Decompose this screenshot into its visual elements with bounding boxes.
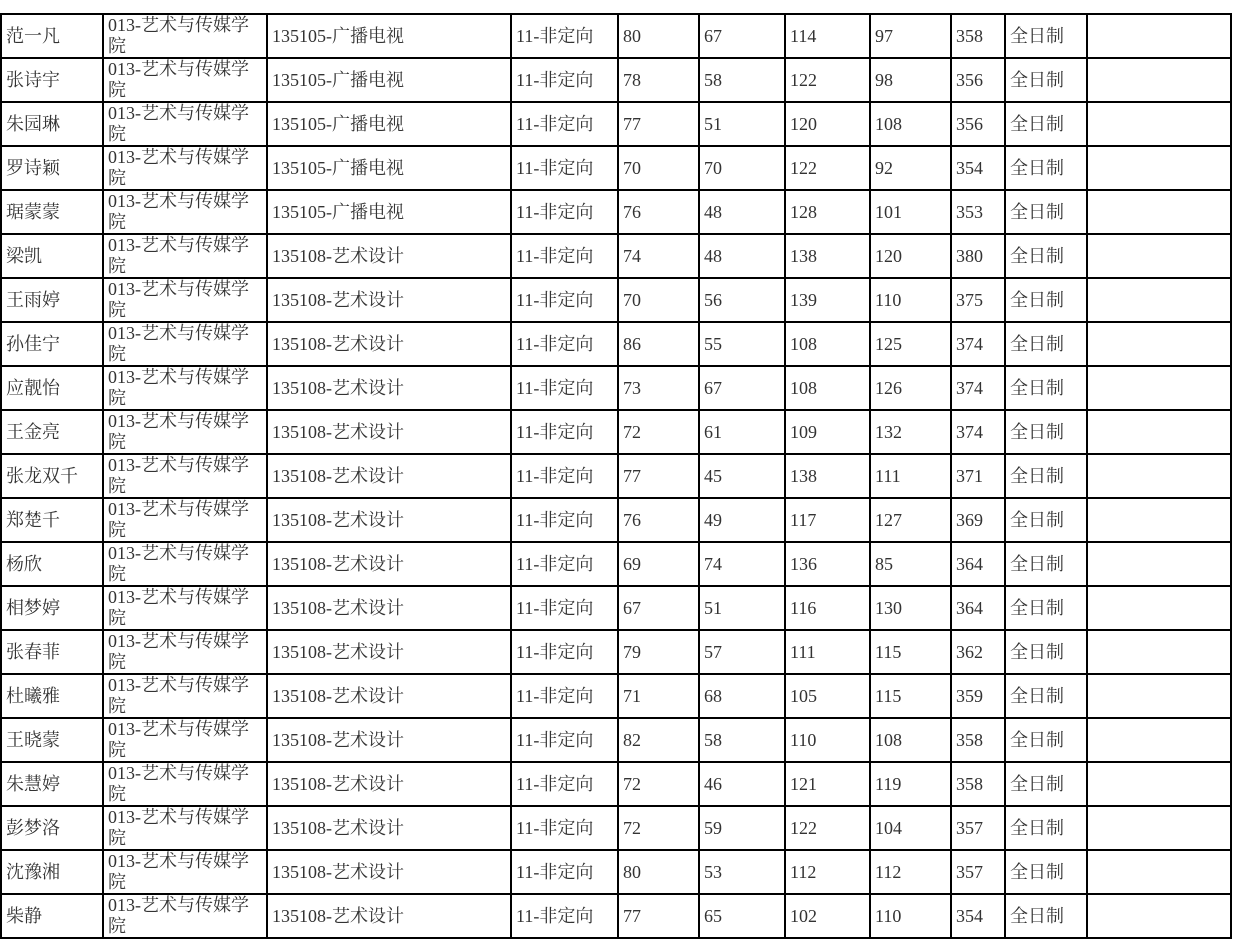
cell-category: 11-非定向 bbox=[511, 718, 618, 762]
cell-student-name: 王金亮 bbox=[1, 410, 103, 454]
cell-score-3: 111 bbox=[785, 630, 870, 674]
cell-note bbox=[1087, 542, 1231, 586]
cell-score-4: 126 bbox=[870, 366, 951, 410]
cell-study-mode: 全日制 bbox=[1005, 894, 1087, 938]
cell-score-4: 115 bbox=[870, 674, 951, 718]
cell-score-1: 77 bbox=[618, 454, 699, 498]
cell-score-4: 132 bbox=[870, 410, 951, 454]
cell-category: 11-非定向 bbox=[511, 674, 618, 718]
table-row bbox=[1, 102, 1231, 146]
cell-note bbox=[1087, 894, 1231, 938]
cell-note bbox=[1087, 58, 1231, 102]
table-row bbox=[1, 278, 1231, 322]
cell-note bbox=[1087, 322, 1231, 366]
cell-score-1: 80 bbox=[618, 850, 699, 894]
cell-score-1: 76 bbox=[618, 190, 699, 234]
cell-major: 135105-广播电视 bbox=[267, 190, 511, 234]
cell-college: 013-艺术与传媒学院 bbox=[103, 630, 267, 674]
cell-category: 11-非定向 bbox=[511, 850, 618, 894]
cell-study-mode: 全日制 bbox=[1005, 102, 1087, 146]
table-row bbox=[1, 234, 1231, 278]
cell-score-4: 119 bbox=[870, 762, 951, 806]
cell-note bbox=[1087, 718, 1231, 762]
cell-student-name: 琚蒙蒙 bbox=[1, 190, 103, 234]
cell-score-1: 70 bbox=[618, 146, 699, 190]
table-row bbox=[1, 542, 1231, 586]
cell-student-name: 孙佳宁 bbox=[1, 322, 103, 366]
cell-score-4: 127 bbox=[870, 498, 951, 542]
cell-major: 135108-艺术设计 bbox=[267, 674, 511, 718]
cell-study-mode: 全日制 bbox=[1005, 410, 1087, 454]
cell-college: 013-艺术与传媒学院 bbox=[103, 806, 267, 850]
cell-total-score: 364 bbox=[951, 542, 1005, 586]
cell-study-mode: 全日制 bbox=[1005, 718, 1087, 762]
cell-major: 135105-广播电视 bbox=[267, 14, 511, 58]
admission-score-table bbox=[0, 13, 1232, 939]
cell-college: 013-艺术与传媒学院 bbox=[103, 674, 267, 718]
cell-category: 11-非定向 bbox=[511, 366, 618, 410]
cell-category: 11-非定向 bbox=[511, 806, 618, 850]
cell-note bbox=[1087, 454, 1231, 498]
cell-score-4: 111 bbox=[870, 454, 951, 498]
cell-study-mode: 全日制 bbox=[1005, 322, 1087, 366]
cell-study-mode: 全日制 bbox=[1005, 366, 1087, 410]
cell-study-mode: 全日制 bbox=[1005, 14, 1087, 58]
cell-note bbox=[1087, 278, 1231, 322]
cell-study-mode: 全日制 bbox=[1005, 850, 1087, 894]
cell-note bbox=[1087, 102, 1231, 146]
cell-total-score: 362 bbox=[951, 630, 1005, 674]
cell-major: 135108-艺术设计 bbox=[267, 762, 511, 806]
table-row bbox=[1, 894, 1231, 938]
cell-college: 013-艺术与传媒学院 bbox=[103, 234, 267, 278]
table-row bbox=[1, 410, 1231, 454]
cell-score-3: 117 bbox=[785, 498, 870, 542]
cell-study-mode: 全日制 bbox=[1005, 58, 1087, 102]
cell-total-score: 357 bbox=[951, 806, 1005, 850]
cell-total-score: 358 bbox=[951, 762, 1005, 806]
table-row bbox=[1, 806, 1231, 850]
cell-score-3: 120 bbox=[785, 102, 870, 146]
cell-major: 135108-艺术设计 bbox=[267, 278, 511, 322]
cell-score-2: 61 bbox=[699, 410, 785, 454]
cell-note bbox=[1087, 850, 1231, 894]
cell-total-score: 358 bbox=[951, 14, 1005, 58]
cell-total-score: 357 bbox=[951, 850, 1005, 894]
cell-college: 013-艺术与传媒学院 bbox=[103, 762, 267, 806]
cell-major: 135108-艺术设计 bbox=[267, 234, 511, 278]
cell-note bbox=[1087, 630, 1231, 674]
cell-note bbox=[1087, 14, 1231, 58]
cell-score-3: 110 bbox=[785, 718, 870, 762]
cell-total-score: 371 bbox=[951, 454, 1005, 498]
table-row bbox=[1, 322, 1231, 366]
cell-note bbox=[1087, 806, 1231, 850]
cell-score-1: 80 bbox=[618, 14, 699, 58]
cell-score-3: 122 bbox=[785, 58, 870, 102]
cell-score-2: 56 bbox=[699, 278, 785, 322]
cell-major: 135108-艺术设计 bbox=[267, 586, 511, 630]
cell-college: 013-艺术与传媒学院 bbox=[103, 146, 267, 190]
cell-score-3: 122 bbox=[785, 146, 870, 190]
cell-note bbox=[1087, 410, 1231, 454]
cell-score-2: 48 bbox=[699, 234, 785, 278]
cell-score-2: 45 bbox=[699, 454, 785, 498]
cell-score-4: 130 bbox=[870, 586, 951, 630]
cell-score-4: 98 bbox=[870, 58, 951, 102]
cell-total-score: 380 bbox=[951, 234, 1005, 278]
cell-total-score: 375 bbox=[951, 278, 1005, 322]
cell-major: 135108-艺术设计 bbox=[267, 850, 511, 894]
cell-category: 11-非定向 bbox=[511, 234, 618, 278]
cell-note bbox=[1087, 146, 1231, 190]
cell-score-2: 67 bbox=[699, 366, 785, 410]
cell-score-3: 108 bbox=[785, 322, 870, 366]
cell-score-3: 138 bbox=[785, 234, 870, 278]
cell-student-name: 张诗宇 bbox=[1, 58, 103, 102]
cell-score-1: 82 bbox=[618, 718, 699, 762]
table-row bbox=[1, 630, 1231, 674]
cell-study-mode: 全日制 bbox=[1005, 806, 1087, 850]
cell-score-1: 70 bbox=[618, 278, 699, 322]
cell-score-3: 138 bbox=[785, 454, 870, 498]
cell-score-3: 136 bbox=[785, 542, 870, 586]
cell-score-2: 65 bbox=[699, 894, 785, 938]
cell-student-name: 杜曦雅 bbox=[1, 674, 103, 718]
cell-student-name: 王晓蒙 bbox=[1, 718, 103, 762]
cell-major: 135105-广播电视 bbox=[267, 146, 511, 190]
cell-study-mode: 全日制 bbox=[1005, 630, 1087, 674]
cell-category: 11-非定向 bbox=[511, 894, 618, 938]
cell-score-3: 128 bbox=[785, 190, 870, 234]
cell-score-2: 57 bbox=[699, 630, 785, 674]
cell-score-4: 120 bbox=[870, 234, 951, 278]
cell-category: 11-非定向 bbox=[511, 322, 618, 366]
cell-note bbox=[1087, 366, 1231, 410]
cell-note bbox=[1087, 762, 1231, 806]
cell-score-3: 109 bbox=[785, 410, 870, 454]
cell-category: 11-非定向 bbox=[511, 278, 618, 322]
cell-score-2: 74 bbox=[699, 542, 785, 586]
cell-student-name: 郑楚千 bbox=[1, 498, 103, 542]
cell-major: 135108-艺术设计 bbox=[267, 366, 511, 410]
cell-major: 135108-艺术设计 bbox=[267, 630, 511, 674]
cell-study-mode: 全日制 bbox=[1005, 146, 1087, 190]
cell-category: 11-非定向 bbox=[511, 498, 618, 542]
cell-major: 135108-艺术设计 bbox=[267, 498, 511, 542]
cell-score-1: 67 bbox=[618, 586, 699, 630]
cell-score-1: 77 bbox=[618, 894, 699, 938]
cell-college: 013-艺术与传媒学院 bbox=[103, 454, 267, 498]
cell-score-3: 139 bbox=[785, 278, 870, 322]
cell-student-name: 范一凡 bbox=[1, 14, 103, 58]
cell-college: 013-艺术与传媒学院 bbox=[103, 58, 267, 102]
cell-score-2: 53 bbox=[699, 850, 785, 894]
cell-college: 013-艺术与传媒学院 bbox=[103, 102, 267, 146]
cell-student-name: 张龙双千 bbox=[1, 454, 103, 498]
cell-category: 11-非定向 bbox=[511, 762, 618, 806]
cell-score-1: 72 bbox=[618, 806, 699, 850]
table-row bbox=[1, 498, 1231, 542]
cell-student-name: 梁凯 bbox=[1, 234, 103, 278]
cell-category: 11-非定向 bbox=[511, 542, 618, 586]
cell-total-score: 354 bbox=[951, 894, 1005, 938]
cell-category: 11-非定向 bbox=[511, 586, 618, 630]
cell-score-4: 104 bbox=[870, 806, 951, 850]
cell-total-score: 356 bbox=[951, 102, 1005, 146]
cell-student-name: 朱园琳 bbox=[1, 102, 103, 146]
cell-major: 135108-艺术设计 bbox=[267, 806, 511, 850]
cell-student-name: 罗诗颖 bbox=[1, 146, 103, 190]
cell-score-3: 121 bbox=[785, 762, 870, 806]
cell-score-1: 71 bbox=[618, 674, 699, 718]
cell-college: 013-艺术与传媒学院 bbox=[103, 278, 267, 322]
cell-score-2: 48 bbox=[699, 190, 785, 234]
cell-score-1: 73 bbox=[618, 366, 699, 410]
cell-total-score: 369 bbox=[951, 498, 1005, 542]
cell-college: 013-艺术与传媒学院 bbox=[103, 850, 267, 894]
cell-major: 135108-艺术设计 bbox=[267, 410, 511, 454]
cell-total-score: 353 bbox=[951, 190, 1005, 234]
cell-college: 013-艺术与传媒学院 bbox=[103, 498, 267, 542]
cell-total-score: 374 bbox=[951, 410, 1005, 454]
cell-score-1: 72 bbox=[618, 762, 699, 806]
cell-study-mode: 全日制 bbox=[1005, 190, 1087, 234]
cell-score-2: 58 bbox=[699, 718, 785, 762]
table-row bbox=[1, 718, 1231, 762]
cell-college: 013-艺术与传媒学院 bbox=[103, 586, 267, 630]
cell-score-4: 110 bbox=[870, 278, 951, 322]
cell-score-3: 108 bbox=[785, 366, 870, 410]
cell-score-2: 49 bbox=[699, 498, 785, 542]
cell-score-3: 102 bbox=[785, 894, 870, 938]
cell-note bbox=[1087, 190, 1231, 234]
cell-college: 013-艺术与传媒学院 bbox=[103, 366, 267, 410]
cell-score-2: 51 bbox=[699, 586, 785, 630]
cell-college: 013-艺术与传媒学院 bbox=[103, 718, 267, 762]
cell-score-4: 92 bbox=[870, 146, 951, 190]
cell-college: 013-艺术与传媒学院 bbox=[103, 190, 267, 234]
cell-total-score: 359 bbox=[951, 674, 1005, 718]
cell-major: 135108-艺术设计 bbox=[267, 322, 511, 366]
cell-score-4: 125 bbox=[870, 322, 951, 366]
cell-score-4: 85 bbox=[870, 542, 951, 586]
table-row bbox=[1, 14, 1231, 58]
cell-score-1: 86 bbox=[618, 322, 699, 366]
cell-category: 11-非定向 bbox=[511, 630, 618, 674]
cell-score-4: 110 bbox=[870, 894, 951, 938]
cell-score-4: 108 bbox=[870, 102, 951, 146]
cell-total-score: 374 bbox=[951, 366, 1005, 410]
cell-score-2: 46 bbox=[699, 762, 785, 806]
table-row bbox=[1, 366, 1231, 410]
cell-score-4: 97 bbox=[870, 14, 951, 58]
cell-note bbox=[1087, 498, 1231, 542]
cell-note bbox=[1087, 674, 1231, 718]
cell-study-mode: 全日制 bbox=[1005, 762, 1087, 806]
cell-score-2: 55 bbox=[699, 322, 785, 366]
cell-total-score: 374 bbox=[951, 322, 1005, 366]
cell-major: 135105-广播电视 bbox=[267, 58, 511, 102]
cell-total-score: 364 bbox=[951, 586, 1005, 630]
cell-score-3: 105 bbox=[785, 674, 870, 718]
cell-score-1: 69 bbox=[618, 542, 699, 586]
cell-student-name: 彭梦洛 bbox=[1, 806, 103, 850]
table-row bbox=[1, 190, 1231, 234]
cell-major: 135108-艺术设计 bbox=[267, 894, 511, 938]
cell-total-score: 356 bbox=[951, 58, 1005, 102]
cell-score-1: 72 bbox=[618, 410, 699, 454]
cell-category: 11-非定向 bbox=[511, 58, 618, 102]
cell-category: 11-非定向 bbox=[511, 146, 618, 190]
cell-major: 135108-艺术设计 bbox=[267, 454, 511, 498]
cell-student-name: 王雨婷 bbox=[1, 278, 103, 322]
table-row bbox=[1, 762, 1231, 806]
cell-major: 135105-广播电视 bbox=[267, 102, 511, 146]
cell-study-mode: 全日制 bbox=[1005, 586, 1087, 630]
cell-major: 135108-艺术设计 bbox=[267, 718, 511, 762]
cell-score-3: 122 bbox=[785, 806, 870, 850]
cell-college: 013-艺术与传媒学院 bbox=[103, 894, 267, 938]
cell-score-4: 112 bbox=[870, 850, 951, 894]
cell-note bbox=[1087, 234, 1231, 278]
cell-total-score: 358 bbox=[951, 718, 1005, 762]
cell-note bbox=[1087, 586, 1231, 630]
cell-student-name: 朱慧婷 bbox=[1, 762, 103, 806]
cell-score-1: 77 bbox=[618, 102, 699, 146]
cell-score-4: 108 bbox=[870, 718, 951, 762]
cell-college: 013-艺术与传媒学院 bbox=[103, 542, 267, 586]
cell-student-name: 柴静 bbox=[1, 894, 103, 938]
cell-major: 135108-艺术设计 bbox=[267, 542, 511, 586]
cell-score-3: 114 bbox=[785, 14, 870, 58]
cell-score-2: 51 bbox=[699, 102, 785, 146]
cell-category: 11-非定向 bbox=[511, 454, 618, 498]
cell-score-2: 58 bbox=[699, 58, 785, 102]
cell-student-name: 沈豫湘 bbox=[1, 850, 103, 894]
cell-score-2: 67 bbox=[699, 14, 785, 58]
cell-score-1: 78 bbox=[618, 58, 699, 102]
cell-college: 013-艺术与传媒学院 bbox=[103, 14, 267, 58]
cell-study-mode: 全日制 bbox=[1005, 278, 1087, 322]
cell-total-score: 354 bbox=[951, 146, 1005, 190]
cell-study-mode: 全日制 bbox=[1005, 454, 1087, 498]
cell-category: 11-非定向 bbox=[511, 14, 618, 58]
cell-student-name: 相梦婷 bbox=[1, 586, 103, 630]
cell-score-1: 79 bbox=[618, 630, 699, 674]
cell-study-mode: 全日制 bbox=[1005, 674, 1087, 718]
cell-score-3: 112 bbox=[785, 850, 870, 894]
cell-study-mode: 全日制 bbox=[1005, 498, 1087, 542]
cell-score-4: 101 bbox=[870, 190, 951, 234]
cell-score-3: 116 bbox=[785, 586, 870, 630]
table-row bbox=[1, 850, 1231, 894]
cell-student-name: 应靓怡 bbox=[1, 366, 103, 410]
cell-study-mode: 全日制 bbox=[1005, 542, 1087, 586]
cell-college: 013-艺术与传媒学院 bbox=[103, 410, 267, 454]
table-row bbox=[1, 58, 1231, 102]
cell-category: 11-非定向 bbox=[511, 102, 618, 146]
cell-category: 11-非定向 bbox=[511, 410, 618, 454]
cell-score-1: 74 bbox=[618, 234, 699, 278]
cell-score-1: 76 bbox=[618, 498, 699, 542]
cell-score-2: 59 bbox=[699, 806, 785, 850]
cell-student-name: 杨欣 bbox=[1, 542, 103, 586]
cell-category: 11-非定向 bbox=[511, 190, 618, 234]
cell-study-mode: 全日制 bbox=[1005, 234, 1087, 278]
cell-student-name: 张春菲 bbox=[1, 630, 103, 674]
table-row bbox=[1, 454, 1231, 498]
cell-score-2: 68 bbox=[699, 674, 785, 718]
cell-college: 013-艺术与传媒学院 bbox=[103, 322, 267, 366]
cell-score-2: 70 bbox=[699, 146, 785, 190]
table-row bbox=[1, 674, 1231, 718]
table-row bbox=[1, 146, 1231, 190]
cell-score-4: 115 bbox=[870, 630, 951, 674]
table-row bbox=[1, 586, 1231, 630]
